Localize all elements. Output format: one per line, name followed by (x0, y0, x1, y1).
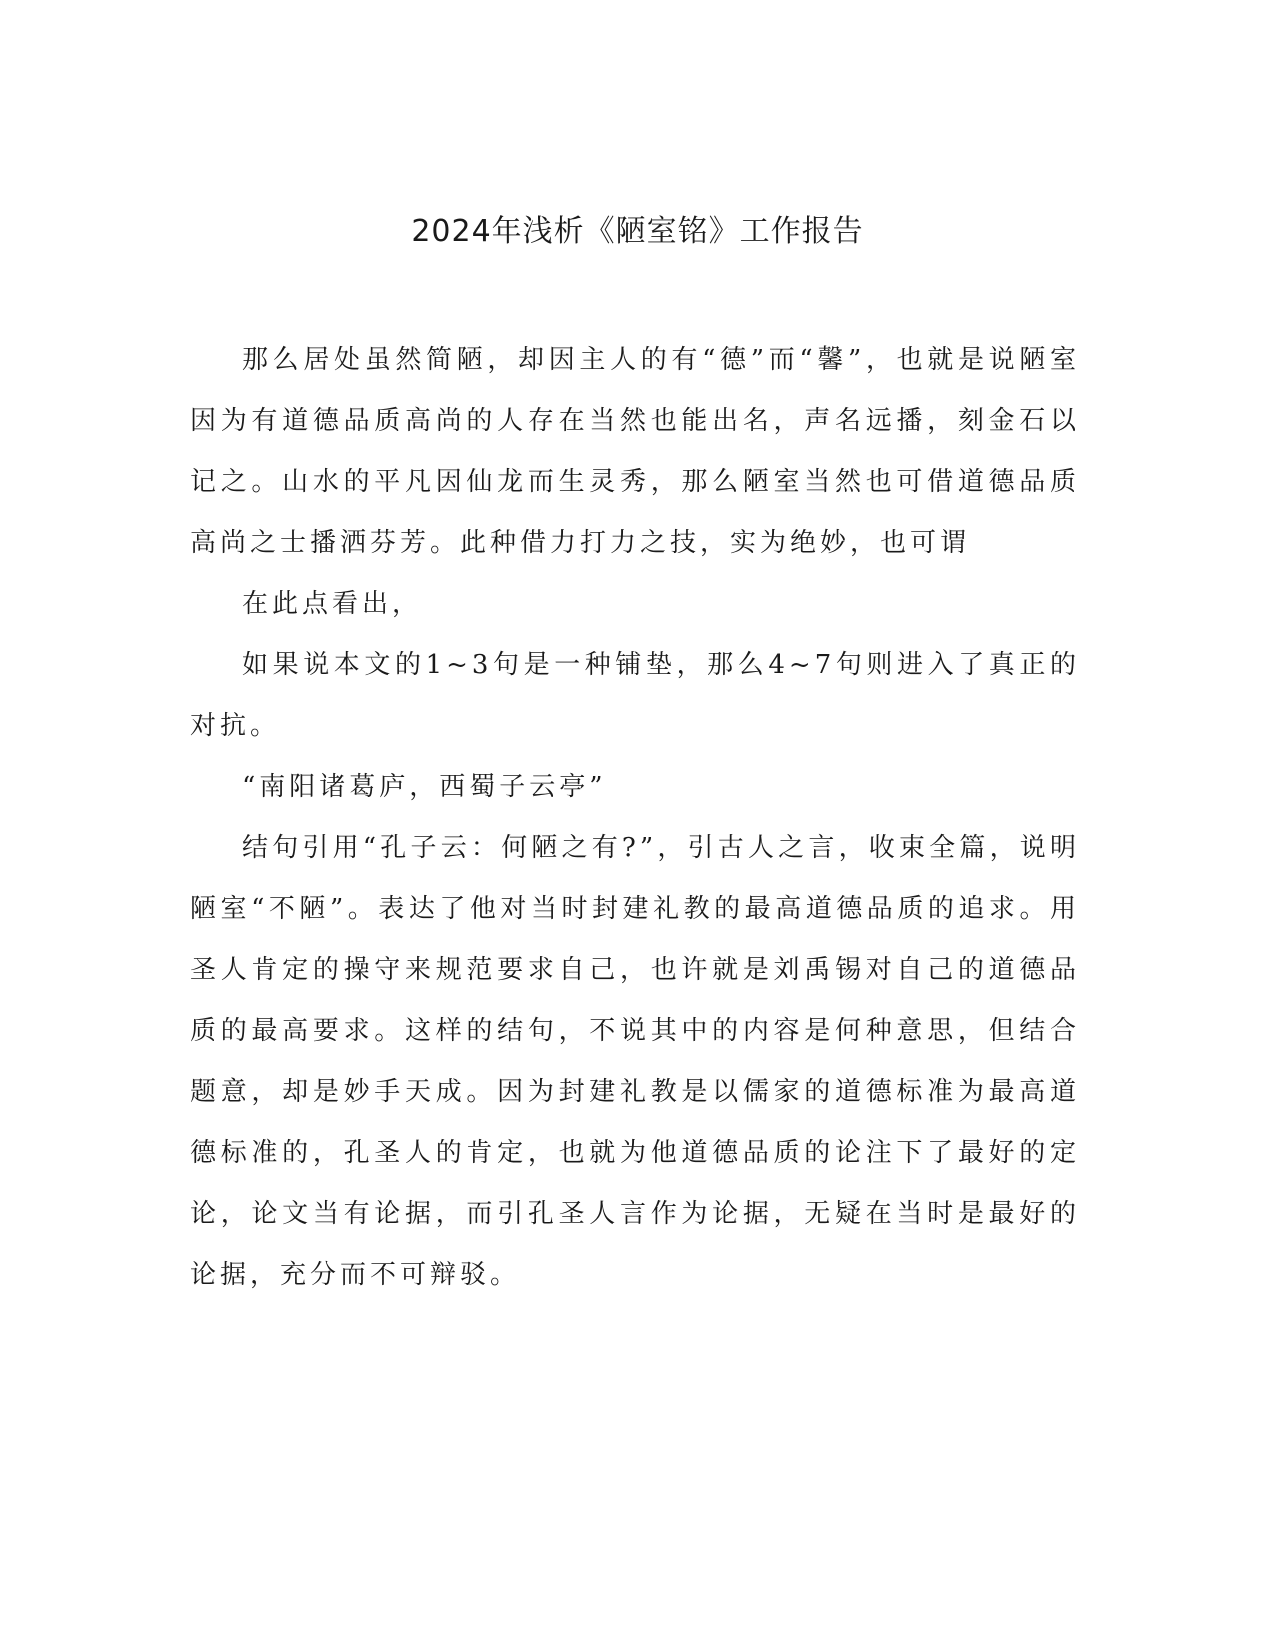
document-title: 2024年浅析《陋室铭》工作报告 (411, 214, 864, 249)
paragraph-4: “南阳诸葛庐，西蜀子云亭” (242, 772, 607, 802)
paragraph-2: 在此点看出， (242, 589, 423, 619)
paragraph-5: 结句引用“孔子云：何陋之有?”，引古人之言，收束全篇，说明陋室“不陋”。表达了他对当时封建礼教的最高道德品质的追求。用圣人肯定的操守来规范要求自己，也许就是刘禹锡对自己的道德品质的最高要求。这样的结句，不说其中的内容是何种意思，但结合题意，却是妙手天成。因为封建礼教是以儒家的道德标准为最高道德标准的，孔圣人的肯定，也就为他道德品质的论注下了最好的定论，论文当有论据，而引孔圣人言作为论据，无疑在当时是最好的论据，充分而不可辩驳。 (190, 833, 1080, 1290)
document-body (190, 330, 1080, 1306)
paragraph-1: 那么居处虽然简陋，却因主人的有“德”而“馨”，也就是说陋室因为有道德品质高尚的人存在当然也能出名，声名远播，刻金石以记之。山水的平凡因仙龙而生灵秀，那么陋室当然也可借道德品质高尚之士播洒芬芳。此种借力打力之技，实为绝妙，也可谓 (190, 345, 1080, 558)
paragraph-3: 如果说本文的1~3句是一种铺垫，那么4~7句则进入了真正的对抗。 (190, 650, 1080, 741)
